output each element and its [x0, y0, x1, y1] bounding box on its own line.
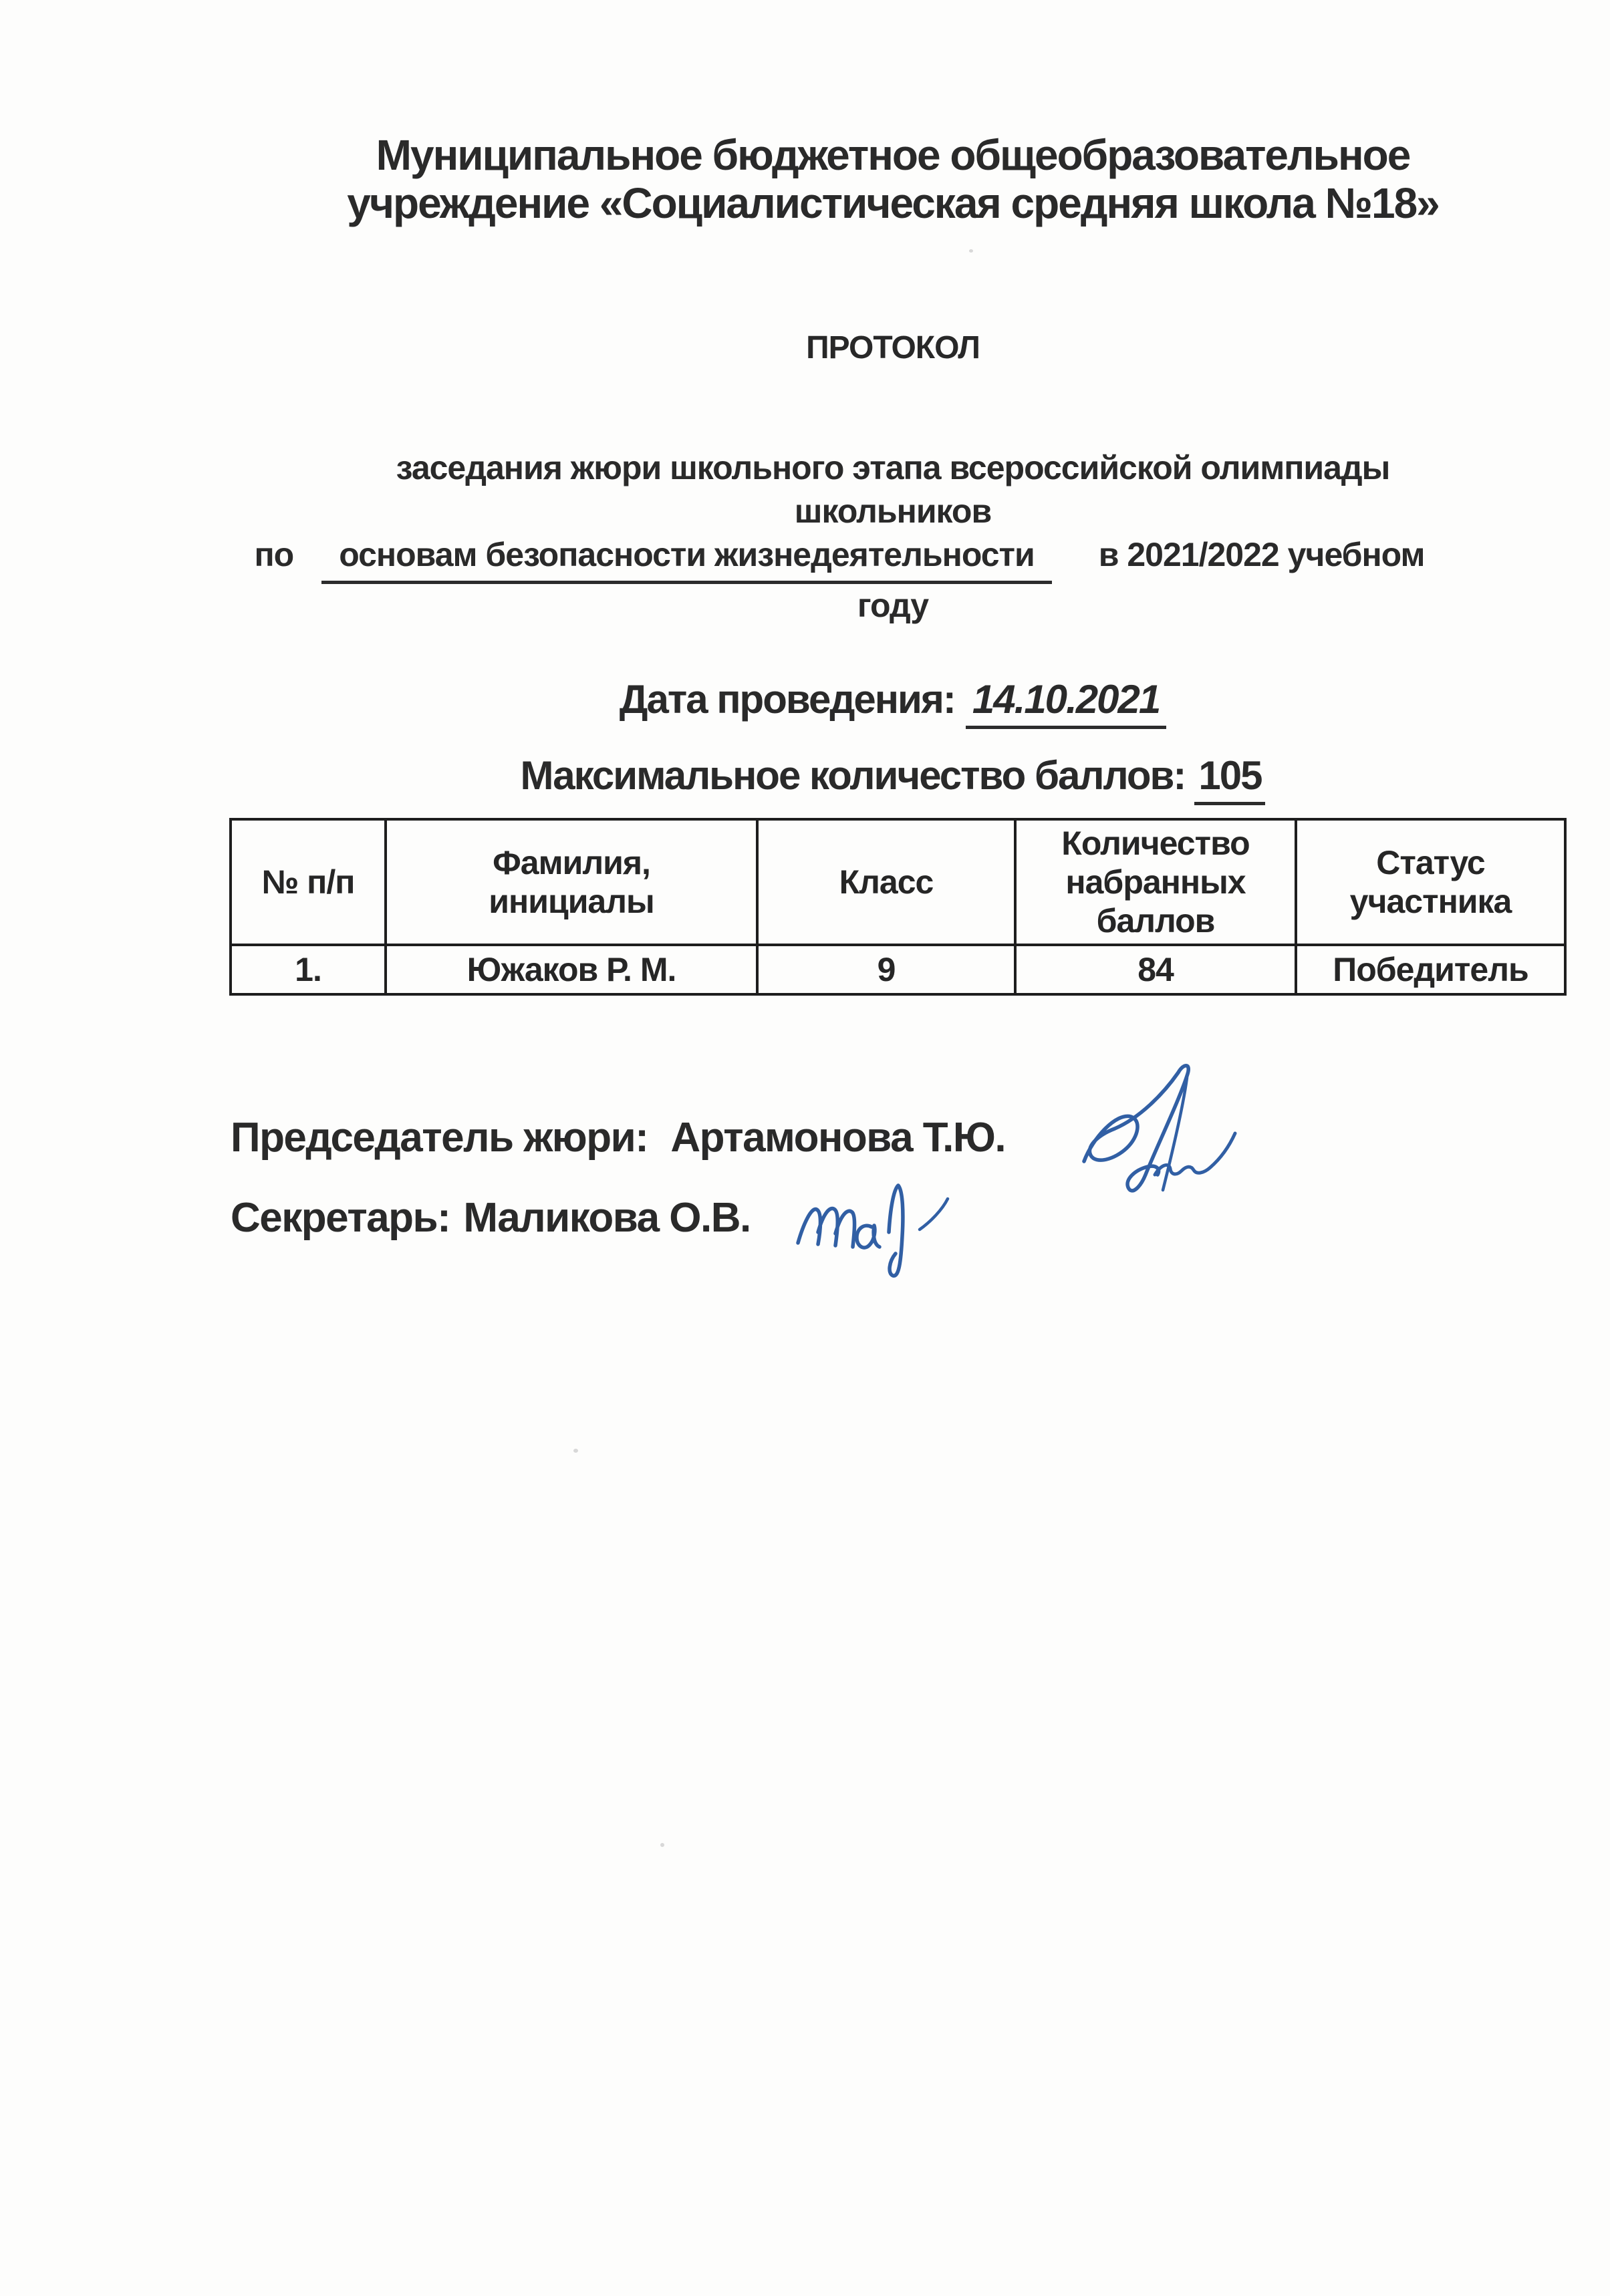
grade-cell: 9	[757, 945, 1015, 994]
meeting-line1: заседания жюри школьного этапа всероссийской олимпиады	[396, 449, 1390, 486]
results-table	[229, 818, 1567, 996]
secretary-handwritten-signature	[789, 1168, 962, 1292]
school-name-line1: Муниципальное бюджетное общеобразовательное	[376, 131, 1410, 179]
scan-speck	[573, 1449, 578, 1453]
subject-tail: году	[857, 587, 929, 624]
subject-prefix: по	[254, 536, 294, 573]
chair-name: Артамонова Т.Ю.	[670, 1115, 1006, 1161]
school-name-line2: учреждение «Социалистическая средняя школа №18»	[347, 179, 1439, 227]
meeting-subject-paragraph	[227, 446, 1559, 627]
scan-speck	[969, 249, 973, 253]
col-header-grade: Класс	[757, 819, 1015, 945]
participant-name-cell: Южаков Р. М.	[386, 945, 757, 994]
col-header-name: Фамилия, инициалы	[386, 819, 757, 945]
col-header-number: № п/п	[231, 819, 386, 945]
date-line	[227, 676, 1559, 729]
secretary-label: Секретарь:	[231, 1195, 450, 1241]
chair-label: Председатель жюри:	[231, 1115, 648, 1161]
max-points-line	[227, 752, 1559, 805]
school-name-heading	[227, 131, 1559, 227]
meeting-line2: школьников	[794, 492, 992, 530]
points-cell: 84	[1015, 945, 1296, 994]
row-number-cell: 1.	[231, 945, 386, 994]
status-cell: Победитель	[1296, 945, 1565, 994]
col-header-points: Количество набранных баллов	[1015, 819, 1296, 945]
table-row	[231, 945, 1565, 994]
table-header-row	[231, 819, 1565, 945]
subject-line	[174, 533, 1505, 584]
scan-speck	[660, 1843, 664, 1847]
document-type-title: ПРОТОКОЛ	[806, 330, 980, 366]
date-label: Дата проведения:	[619, 677, 955, 722]
secretary-signature-line	[231, 1195, 751, 1242]
secretary-name: Маликова О.В.	[463, 1195, 751, 1241]
max-points-label: Максимальное количество баллов:	[520, 753, 1186, 798]
col-header-status: Статус участника	[1296, 819, 1565, 945]
chair-handwritten-signature	[1056, 1038, 1263, 1205]
subject-suffix: в 2021/2022 учебном	[1098, 536, 1425, 573]
max-points-value: 105	[1194, 752, 1265, 805]
chair-signature-line	[231, 1115, 1005, 1161]
subject-name-underlined: основам безопасности жизнедеятельности	[321, 533, 1052, 584]
date-value: 14.10.2021	[966, 676, 1166, 729]
